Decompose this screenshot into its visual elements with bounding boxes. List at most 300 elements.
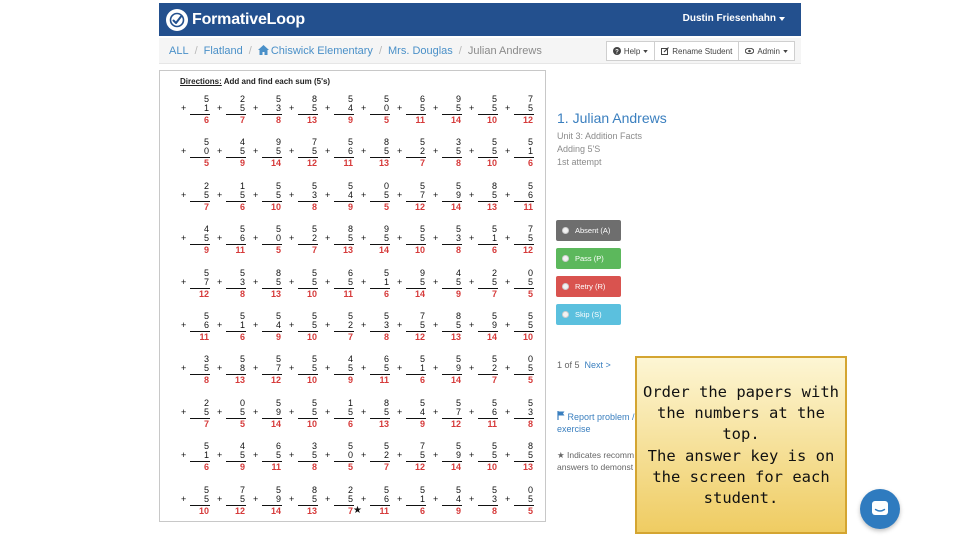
exercise-link[interactable]: exercise (557, 424, 591, 434)
plus-sign: + (289, 189, 295, 200)
student-answer: 11 (343, 158, 353, 169)
plus-sign: + (505, 146, 511, 157)
addend-top: 3 (203, 354, 209, 365)
plus-sign: + (253, 189, 259, 200)
addend-top: 5 (239, 224, 245, 235)
plus-sign: + (433, 233, 439, 244)
student-answer: 14 (414, 288, 425, 299)
legend-star-note-line2: answers to demonst (557, 462, 634, 472)
admin-button[interactable] (739, 41, 795, 61)
student-answer: 14 (450, 115, 461, 125)
addend-top: 5 (455, 180, 461, 191)
addend-top: 8 (455, 311, 461, 321)
addend-bottom: 5 (239, 103, 245, 113)
plus-sign: + (217, 320, 223, 330)
addend-top: 3 (455, 137, 461, 148)
student-answer: 10 (198, 505, 209, 516)
addend-bottom: 5 (347, 363, 353, 374)
student-answer: 9 (275, 332, 281, 342)
help-button[interactable] (606, 41, 655, 61)
addend-bottom: 4 (419, 406, 425, 417)
addend-top: 5 (275, 311, 281, 321)
addend-top: 9 (455, 94, 461, 104)
addend-top: 5 (491, 311, 497, 321)
plus-sign: + (325, 406, 331, 417)
addend-top: 5 (275, 94, 281, 104)
plus-sign: + (253, 276, 259, 287)
addend-bottom: 5 (239, 450, 245, 461)
student-answer: 11 (415, 115, 425, 125)
addend-bottom: 5 (275, 276, 281, 287)
plus-sign: + (433, 103, 439, 113)
addend-bottom: 5 (311, 103, 317, 113)
addend-top: 6 (383, 354, 389, 365)
addend-top: 0 (527, 354, 533, 365)
addend-bottom: 3 (383, 320, 389, 330)
plus-sign: + (181, 450, 187, 461)
chat-icon (871, 500, 889, 518)
student-answer: 11 (487, 418, 497, 429)
plus-sign: + (325, 189, 331, 200)
addend-bottom: 2 (491, 363, 497, 374)
addend-bottom: 5 (239, 493, 245, 504)
toolbar (606, 41, 795, 61)
student-answer: 12 (234, 505, 245, 516)
addend-bottom: 5 (347, 233, 353, 244)
student-answer: 10 (306, 288, 317, 299)
addend-top: 5 (203, 441, 209, 452)
student-answer: 13 (378, 158, 389, 169)
plus-sign: + (289, 406, 295, 417)
plus-sign: + (433, 189, 439, 200)
student-answer: 7 (419, 158, 425, 169)
plus-sign: + (469, 450, 475, 461)
student-answer: 13 (306, 505, 317, 516)
student-answer: 8 (275, 115, 281, 125)
addend-top: 8 (527, 441, 533, 452)
plus-sign: + (289, 146, 295, 157)
addend-top: 5 (311, 354, 317, 365)
plus-sign: + (325, 450, 331, 461)
addend-bottom: 5 (455, 103, 461, 113)
student-answer: 9 (347, 115, 353, 125)
student-answer: 13 (522, 462, 533, 473)
addend-top: 7 (527, 94, 533, 104)
student-answer: 8 (239, 288, 245, 299)
student-answer: 6 (419, 505, 425, 516)
student-answer: 14 (270, 158, 281, 169)
student-answer: 10 (306, 418, 317, 429)
student-answer: 7 (491, 288, 497, 299)
student-answer: 13 (342, 245, 353, 256)
student-answer: 5 (203, 158, 209, 169)
plus-sign: + (289, 363, 295, 374)
addend-top: 1 (239, 180, 245, 191)
addend-top: 5 (419, 137, 425, 148)
formativeloop-check-icon (166, 9, 188, 31)
addend-bottom: 5 (239, 189, 245, 200)
breadcrumb-separator: / (378, 45, 382, 57)
attempt-label: 1st attempt (557, 157, 602, 167)
student-answer: 6 (203, 462, 209, 473)
plus-sign: + (325, 276, 331, 287)
addend-top: 5 (383, 484, 389, 495)
addend-top: 5 (347, 137, 353, 148)
addend-top: 8 (311, 94, 317, 104)
addend-bottom: 7 (203, 276, 209, 287)
student-answer: 11 (379, 375, 389, 386)
skill-label: Adding 5'S (557, 144, 601, 154)
addend-top: 7 (419, 441, 425, 452)
addend-bottom: 5 (311, 320, 317, 330)
student-answer: 14 (378, 245, 389, 256)
addend-bottom: 5 (383, 233, 389, 244)
addend-bottom: 0 (347, 450, 353, 461)
addend-top: 5 (311, 267, 317, 278)
addend-bottom: 5 (311, 146, 317, 157)
addend-bottom: 0 (383, 103, 389, 113)
absent-button[interactable] (556, 220, 621, 241)
student-answer: 11 (199, 332, 209, 342)
chat-launcher-button[interactable] (860, 489, 900, 529)
addend-top: 5 (239, 354, 245, 365)
addend-bottom: 3 (275, 103, 281, 113)
student-answer: 11 (343, 288, 353, 299)
addend-top: 1 (347, 397, 353, 408)
student-answer: 5 (383, 201, 389, 212)
student-answer: 12 (270, 375, 281, 386)
plus-sign: + (433, 276, 439, 287)
plus-sign: + (181, 276, 187, 287)
addend-bottom: 0 (203, 146, 209, 157)
addend-bottom: 9 (455, 189, 461, 200)
addend-top: 6 (275, 441, 281, 452)
student-answer: 7 (347, 505, 353, 516)
addend-bottom: 9 (275, 493, 281, 504)
addend-bottom: 9 (275, 406, 281, 417)
addend-bottom: 1 (383, 276, 389, 287)
plus-sign: + (325, 103, 331, 113)
student-answer: 10 (270, 201, 281, 212)
student-answer: 8 (203, 375, 209, 386)
student-answer: 9 (419, 418, 425, 429)
absent-label: Absent (A) (575, 226, 611, 235)
addend-bottom: 5 (527, 450, 533, 461)
addend-top: 5 (419, 354, 425, 365)
plus-sign: + (433, 406, 439, 417)
addend-bottom: 5 (347, 276, 353, 287)
addend-bottom: 3 (311, 189, 317, 200)
plus-sign: + (505, 276, 511, 287)
plus-sign: + (433, 450, 439, 461)
plus-sign: + (469, 276, 475, 287)
plus-sign: + (505, 189, 511, 200)
retry-button[interactable] (556, 276, 621, 297)
plus-sign: + (289, 320, 295, 330)
caret-down-icon (783, 50, 788, 53)
unit-label: Unit 3: Addition Facts (557, 131, 643, 141)
plus-sign: + (361, 233, 367, 244)
plus-sign: + (397, 406, 403, 417)
plus-sign: + (397, 189, 403, 200)
addend-top: 5 (275, 180, 281, 191)
addend-bottom: 5 (455, 146, 461, 157)
plus-sign: + (397, 363, 403, 374)
addend-bottom: 5 (311, 406, 317, 417)
addend-top: 8 (347, 224, 353, 235)
addend-top: 7 (239, 484, 245, 495)
addend-top: 5 (491, 137, 497, 148)
pass-label: Pass (P) (575, 254, 604, 263)
note-paragraph-1: Order the papers with the numbers at the top. (643, 383, 839, 443)
addend-bottom: 5 (275, 189, 281, 200)
addend-bottom: 2 (383, 450, 389, 461)
report-problem-link[interactable] (557, 411, 635, 422)
addend-bottom: 3 (527, 406, 533, 417)
addend-bottom: 9 (455, 450, 461, 461)
plus-sign: + (361, 363, 367, 374)
addend-top: 5 (419, 224, 425, 235)
addend-bottom: 5 (527, 276, 533, 287)
addend-top: 5 (311, 180, 317, 191)
plus-sign: + (217, 276, 223, 287)
addend-top: 5 (491, 224, 497, 235)
addend-top: 2 (203, 397, 209, 408)
student-answer: 6 (203, 115, 209, 125)
directions-label: Directions: (180, 77, 222, 86)
addend-top: 5 (455, 484, 461, 495)
addend-bottom: 5 (527, 320, 533, 330)
breadcrumb-separator: / (458, 45, 462, 57)
addend-bottom: 8 (239, 363, 245, 374)
addend-top: 5 (455, 441, 461, 452)
student-answer: 11 (523, 201, 533, 212)
student-answer: 10 (306, 332, 317, 342)
rename-student-button[interactable] (655, 41, 739, 61)
addend-top: 5 (203, 137, 209, 148)
student-answer: 11 (271, 462, 281, 473)
problem-grid (160, 71, 547, 523)
student-answer: 9 (239, 158, 245, 169)
instruction-note (635, 356, 847, 534)
addend-bottom: 5 (275, 450, 281, 461)
plus-sign: + (181, 406, 187, 417)
star-icon: ★ (353, 504, 362, 516)
admin-label: Admin (757, 46, 780, 56)
plus-sign: + (253, 406, 259, 417)
addend-top: 2 (347, 484, 353, 495)
skip-button[interactable] (556, 304, 621, 325)
student-answer: 14 (270, 418, 281, 429)
addend-bottom: 5 (419, 233, 425, 244)
plus-sign: + (181, 233, 187, 244)
plus-sign: + (289, 493, 295, 504)
student-answer: 13 (270, 288, 281, 299)
plus-sign: + (505, 320, 511, 330)
addend-bottom: 5 (383, 363, 389, 374)
addend-bottom: 5 (527, 363, 533, 374)
plus-sign: + (253, 320, 259, 330)
help-label: Help (623, 46, 641, 56)
addend-top: 9 (383, 224, 389, 235)
addend-top: 2 (239, 94, 245, 104)
addend-top: 5 (239, 311, 245, 321)
student-answer: 10 (486, 115, 497, 125)
addend-bottom: 6 (239, 233, 245, 244)
plus-sign: + (217, 363, 223, 374)
plus-sign: + (469, 233, 475, 244)
addend-top: 9 (275, 137, 281, 148)
student-answer: 13 (378, 418, 389, 429)
addend-bottom: 5 (491, 450, 497, 461)
addend-bottom: 5 (203, 233, 209, 244)
student-answer: 14 (486, 332, 497, 342)
plus-sign: + (253, 146, 259, 157)
addend-top: 8 (383, 137, 389, 148)
addend-bottom: 5 (455, 320, 461, 330)
addend-top: 5 (527, 397, 533, 408)
plus-sign: + (325, 493, 331, 504)
addend-top: 4 (239, 441, 245, 452)
addend-bottom: 2 (419, 146, 425, 157)
plus-sign: + (469, 189, 475, 200)
plus-sign: + (361, 450, 367, 461)
addend-bottom: 3 (239, 276, 245, 287)
addend-top: 5 (311, 311, 317, 321)
addend-bottom: 1 (419, 493, 425, 504)
student-answer: 11 (379, 505, 389, 516)
student-answer: 7 (347, 332, 353, 342)
breadcrumb-school[interactable] (258, 45, 373, 57)
student-answer: 7 (239, 115, 245, 125)
student-answer: 12 (306, 158, 317, 169)
addend-bottom: 2 (347, 320, 353, 330)
addend-top: 5 (491, 94, 497, 104)
question-icon (613, 47, 621, 55)
breadcrumb-bar (159, 38, 801, 64)
plus-sign: + (361, 276, 367, 287)
addend-bottom: 6 (383, 493, 389, 504)
plus-sign: + (217, 189, 223, 200)
addend-bottom: 5 (419, 103, 425, 113)
breadcrumb-district[interactable]: Flatland (203, 45, 243, 57)
addend-top: 5 (383, 311, 389, 321)
addend-bottom: 5 (383, 146, 389, 157)
plus-sign: + (289, 276, 295, 287)
report-problem-label: Report problem / (567, 412, 635, 422)
plus-sign: + (253, 103, 259, 113)
student-answer: 6 (239, 201, 245, 212)
plus-sign: + (253, 450, 259, 461)
plus-sign: + (433, 320, 439, 330)
student-answer: 6 (419, 375, 425, 386)
student-answer: 13 (450, 332, 461, 342)
plus-sign: + (361, 493, 367, 504)
pass-button[interactable] (556, 248, 621, 269)
plus-sign: + (505, 493, 511, 504)
addend-bottom: 5 (491, 146, 497, 157)
breadcrumb-all[interactable]: ALL (169, 45, 189, 57)
student-answer: 8 (311, 201, 317, 212)
retry-label: Retry (R) (575, 282, 606, 291)
addend-bottom: 5 (347, 493, 353, 504)
student-answer: 13 (306, 115, 317, 125)
addend-top: 8 (311, 484, 317, 495)
student-answer: 9 (347, 201, 353, 212)
addend-top: 5 (203, 311, 209, 321)
addend-bottom: 5 (527, 103, 533, 113)
plus-sign: + (361, 406, 367, 417)
addend-top: 7 (419, 311, 425, 321)
rename-student-label: Rename Student (672, 46, 733, 56)
plus-sign: + (505, 406, 511, 417)
plus-sign: + (469, 103, 475, 113)
plus-sign: + (469, 146, 475, 157)
addend-top: 4 (203, 224, 209, 235)
plus-sign: + (217, 146, 223, 157)
plus-sign: + (397, 320, 403, 330)
user-menu[interactable] (683, 13, 785, 24)
addend-bottom: 1 (491, 233, 497, 244)
plus-sign: + (361, 103, 367, 113)
plus-sign: + (505, 450, 511, 461)
student-answer: 12 (414, 201, 425, 212)
student-answer: 7 (203, 418, 209, 429)
addend-bottom: 5 (419, 450, 425, 461)
plus-sign: + (361, 146, 367, 157)
plus-sign: + (397, 146, 403, 157)
addend-top: 5 (203, 484, 209, 495)
flag-icon (557, 411, 565, 420)
student-answer: 7 (203, 201, 209, 212)
plus-sign: + (217, 493, 223, 504)
student-answer: 5 (527, 505, 533, 516)
plus-sign: + (253, 363, 259, 374)
addend-bottom: 5 (527, 233, 533, 244)
addend-bottom: 5 (311, 493, 317, 504)
plus-sign: + (505, 363, 511, 374)
addend-top: 6 (347, 267, 353, 278)
plus-sign: + (469, 406, 475, 417)
addend-bottom: 4 (275, 320, 281, 330)
plus-sign: + (289, 233, 295, 244)
addend-bottom: 3 (455, 233, 461, 244)
addend-bottom: 5 (239, 406, 245, 417)
next-link[interactable]: Next > (584, 360, 611, 370)
addend-bottom: 7 (275, 363, 281, 374)
addend-top: 5 (311, 397, 317, 408)
student-answer: 12 (414, 462, 425, 473)
student-answer: 9 (455, 505, 461, 516)
addend-bottom: 5 (455, 276, 461, 287)
addend-top: 5 (347, 441, 353, 452)
addend-bottom: 5 (419, 320, 425, 330)
student-answer: 9 (347, 375, 353, 386)
addend-bottom: 5 (203, 189, 209, 200)
student-answer: 5 (239, 418, 245, 429)
breadcrumb-teacher[interactable]: Mrs. Douglas (388, 45, 453, 57)
addend-top: 5 (455, 397, 461, 408)
plus-sign: + (325, 363, 331, 374)
addend-top: 5 (419, 180, 425, 191)
brand[interactable] (166, 9, 305, 31)
addend-bottom: 5 (311, 363, 317, 374)
plus-sign: + (469, 493, 475, 504)
home-icon (258, 45, 269, 55)
plus-sign: + (397, 276, 403, 287)
addend-top: 5 (383, 267, 389, 278)
user-name: Dustin Friesenhahn (682, 13, 776, 24)
